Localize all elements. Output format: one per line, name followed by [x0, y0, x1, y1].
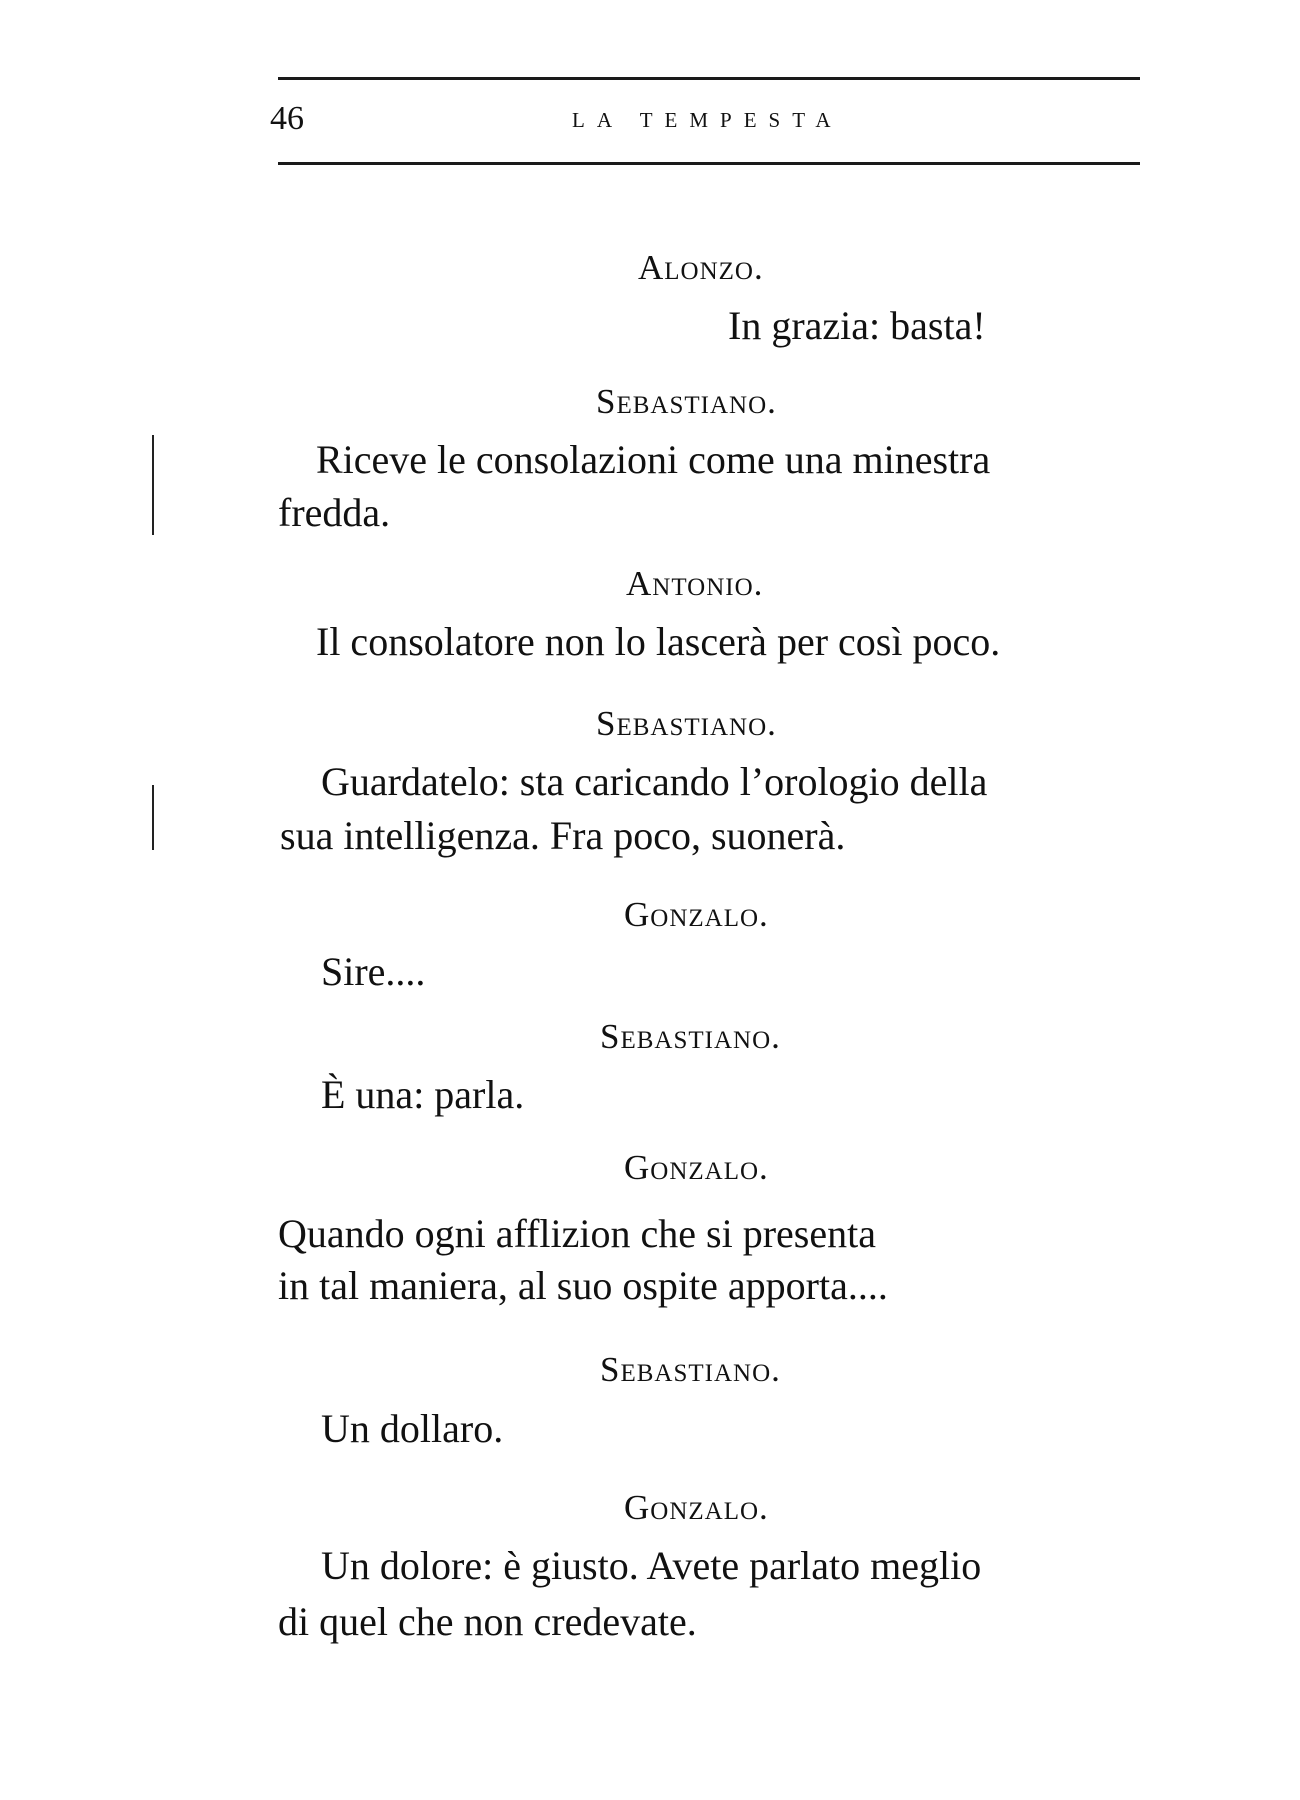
speaker-name: Antonio. [626, 564, 764, 603]
speaker-name: Sebastiano. [600, 1350, 781, 1389]
speaker-name: Sebastiano. [596, 382, 777, 421]
dialogue-line: Guardatelo: sta caricando l’orologio della [321, 759, 988, 804]
dialogue-line: È una: parla. [321, 1072, 525, 1117]
running-title: LA TEMPESTA [572, 108, 843, 132]
speaker-name: Gonzalo. [624, 1148, 769, 1187]
dialogue-line: fredda. [278, 490, 391, 535]
margin-mark [152, 785, 154, 850]
dialogue-line: Sire.... [321, 949, 426, 994]
dialogue-line: Un dollaro. [321, 1406, 504, 1451]
dialogue-line: Un dolore: è giusto. Avete parlato meglio [321, 1543, 982, 1588]
dialogue-line: Quando ogni afflizion che si presenta [278, 1211, 876, 1256]
dialogue-line: in tal maniera, al suo ospite apporta.... [278, 1263, 888, 1308]
speaker-name: Alonzo. [638, 248, 764, 287]
speaker-name: Gonzalo. [624, 895, 769, 934]
page-number: 46 [270, 100, 304, 137]
dialogue-line: sua intelligenza. Fra poco, suonerà. [280, 813, 846, 858]
margin-mark [152, 435, 154, 535]
dialogue-line: di quel che non credevate. [278, 1599, 697, 1644]
speaker-name: Sebastiano. [596, 704, 777, 743]
speaker-name: Sebastiano. [600, 1017, 781, 1056]
speaker-name: Gonzalo. [624, 1488, 769, 1527]
dialogue-line: In grazia: basta! [728, 303, 986, 348]
header-rule-top [278, 77, 1140, 80]
header-rule-bottom [278, 162, 1140, 165]
dialogue-line: Il consolatore non lo lascerà per così poco. [316, 619, 1001, 664]
dialogue-line: Riceve le consolazioni come una minestra [316, 437, 991, 482]
